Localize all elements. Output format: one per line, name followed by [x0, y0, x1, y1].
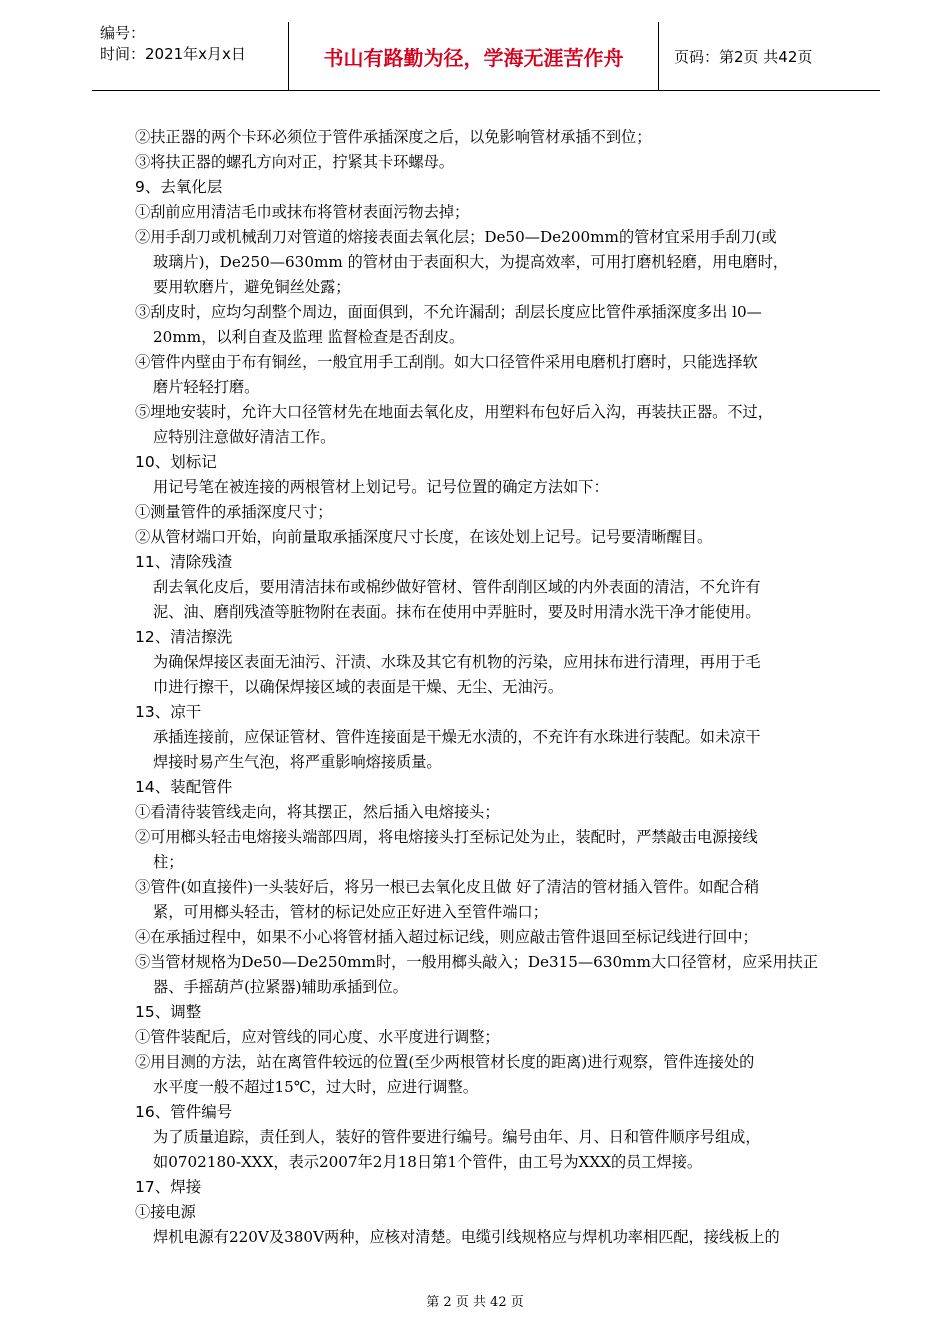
page-header: [92, 22, 880, 91]
paragraph: ③将扶正器的螺孔方向对正，拧紧其卡环螺母。: [135, 153, 454, 171]
paragraph-line: 如0702180-XXX，表示2007年2月18日第1个管件，由工号为XXX的员工焊接。: [153, 1153, 703, 1171]
paragraph: [135, 350, 851, 400]
paragraph-line: 水平度一般不超过15℃，过大时，应进行调整。: [153, 1078, 478, 1096]
section-heading: 9、去氧化层: [135, 178, 223, 196]
section-heading: 13、凉干: [135, 703, 202, 721]
paragraph-line: 20mm，以利自查及监理 监督检查是否刮皮。: [153, 328, 465, 346]
paragraph-line: 刮去氧化皮后，要用清洁抹布或棉纱做好管材、管件刮削区域的内外表面的清洁，不允许有: [153, 578, 761, 596]
section-heading: 17、焊接: [135, 1178, 202, 1196]
document-body: [135, 125, 851, 1250]
paragraph-line: ⑤埋地安装时，允许大口径管材先在地面去氧化皮，用塑料布包好后入沟，再装扶正器。不过，: [135, 403, 773, 421]
section-heading: 15、调整: [135, 1003, 202, 1021]
paragraph-line: ②可用榔头轻击电熔接头端部四周，将电熔接头打至标记处为止，装配时，严禁敲击电源接线: [135, 828, 758, 846]
paragraph: ①接电源: [135, 1203, 196, 1221]
section-heading: 12、清洁擦洗: [135, 628, 233, 646]
paragraph: ④在承插过程中，如果不小心将管材插入超过标记线，则应敲击管件退回至标记线进行回中；: [135, 928, 758, 946]
paragraph: [135, 825, 851, 875]
paragraph: ②扶正器的两个卡环必须位于管件承插深度之后，以免影响管材承插不到位；: [135, 128, 652, 146]
paragraph-line: 磨片轻轻打磨。: [153, 378, 260, 396]
section-heading: 11、清除残渣: [135, 553, 233, 571]
paragraph: 焊机电源有220V及380V两种，应核对清楚。电缆引线规格应与焊机功率相匹配，接线板上的: [153, 1228, 780, 1246]
paragraph: [135, 300, 851, 350]
page-footer: 第 2 页 共 42 页: [426, 1295, 524, 1310]
paragraph-line: 巾进行擦干，以确保焊接区域的表面是干燥、无尘、无油污。: [153, 678, 564, 696]
paragraph-line: ③刮皮时，应均匀刮整个周边，面面俱到，不允许漏刮；刮层长度应比管件承插深度多出 l0—: [135, 303, 762, 321]
section-heading: 16、管件编号: [135, 1103, 233, 1121]
doc-number: 编号：: [100, 24, 146, 42]
paragraph: [135, 875, 851, 925]
paragraph: [135, 650, 851, 700]
paragraph: [135, 225, 851, 300]
paragraph: [135, 575, 851, 625]
paragraph: ①管件装配后，应对管线的同心度、水平度进行调整；: [135, 1028, 500, 1046]
paragraph: ①测量管件的承插深度尺寸；: [135, 503, 333, 521]
paragraph: [135, 400, 851, 450]
section-heading: 14、装配管件: [135, 778, 233, 796]
header-page-info: 页码：第2页 共42页: [674, 47, 813, 66]
section-heading: 10、划标记: [135, 453, 217, 471]
paragraph-line: ②用目测的方法，站在离管件较远的位置(至少两根管材长度的距离)进行观察，管件连接处的: [135, 1053, 755, 1071]
paragraph: ①看清待装管线走向，将其摆正，然后插入电熔接头；: [135, 803, 500, 821]
header-meta: [92, 22, 288, 90]
paragraph: [135, 1050, 851, 1100]
paragraph-line: 器、手摇葫芦(拉紧器)辅助承插到位。: [153, 978, 408, 996]
paragraph: ②从管材端口开始，向前量取承插深度尺寸长度，在该处划上记号。记号要清晰醒目。: [135, 528, 713, 546]
paragraph: [135, 950, 851, 1000]
paragraph-line: 要用软磨片，避免铜丝处露；: [153, 278, 351, 296]
paragraph-line: 为了质量追踪，责任到人，装好的管件要进行编号。编号由年、月、日和管件顺序号组成，: [153, 1128, 761, 1146]
paragraph-line: 为确保焊接区表面无油污、汗渍、水珠及其它有机物的污染，应用抹布进行清理，再用于毛: [153, 653, 761, 671]
paragraph-line: 承插连接前，应保证管材、管件连接面是干燥无水渍的，不充许有水珠进行装配。如未凉干: [153, 728, 761, 746]
paragraph: ①刮前应用清洁毛巾或抹布将管材表面污物去掉；: [135, 203, 470, 221]
paragraph-line: 应特别注意做好清洁工作。: [153, 428, 336, 446]
paragraph-line: 柱；: [153, 853, 184, 871]
paragraph-line: 紧，可用榔头轻击，管材的标记处应正好进入至管件端口；: [153, 903, 548, 921]
paragraph-line: 玻璃片)，De250—630mm 的管材由于表面积大，为提高效率，可用打磨机轻磨，用电磨时，: [153, 253, 789, 271]
header-motto: 书山有路勤为径，学海无涯苦作舟: [323, 45, 624, 70]
paragraph: [135, 725, 851, 775]
paragraph-line: ④管件内壁由于布有铜丝，一般宜用手工刮削。如大口径管件采用电磨机打磨时，只能选择软: [135, 353, 758, 371]
paragraph: 用记号笔在被连接的两根管材上划记号。记号位置的确定方法如下：: [153, 478, 609, 496]
header-divider: [658, 22, 659, 90]
doc-time: 时间：2021年x月x日: [100, 45, 246, 63]
paragraph-line: 焊接时易产生气泡，将严重影响熔接质量。: [153, 753, 442, 771]
paragraph: [135, 1125, 851, 1175]
paragraph-line: 泥、油、磨削残渣等脏物附在表面。抹布在使用中弄脏时，要及时用清水洗干净才能使用。: [153, 603, 761, 621]
paragraph-line: ②用手刮刀或机械刮刀对管道的熔接表面去氧化层；De50—De200mm的管材宜采用手刮刀(或: [135, 228, 777, 246]
paragraph-line: ⑤当管材规格为De50—De250mm时，一般用榔头敲入；De315—630mm大口径管材，应采用扶正: [135, 953, 819, 971]
paragraph-line: ③管件(如直接件)一头装好后，将另一根已去氧化皮且做 好了清洁的管材插入管件。如配合稍: [135, 878, 760, 896]
